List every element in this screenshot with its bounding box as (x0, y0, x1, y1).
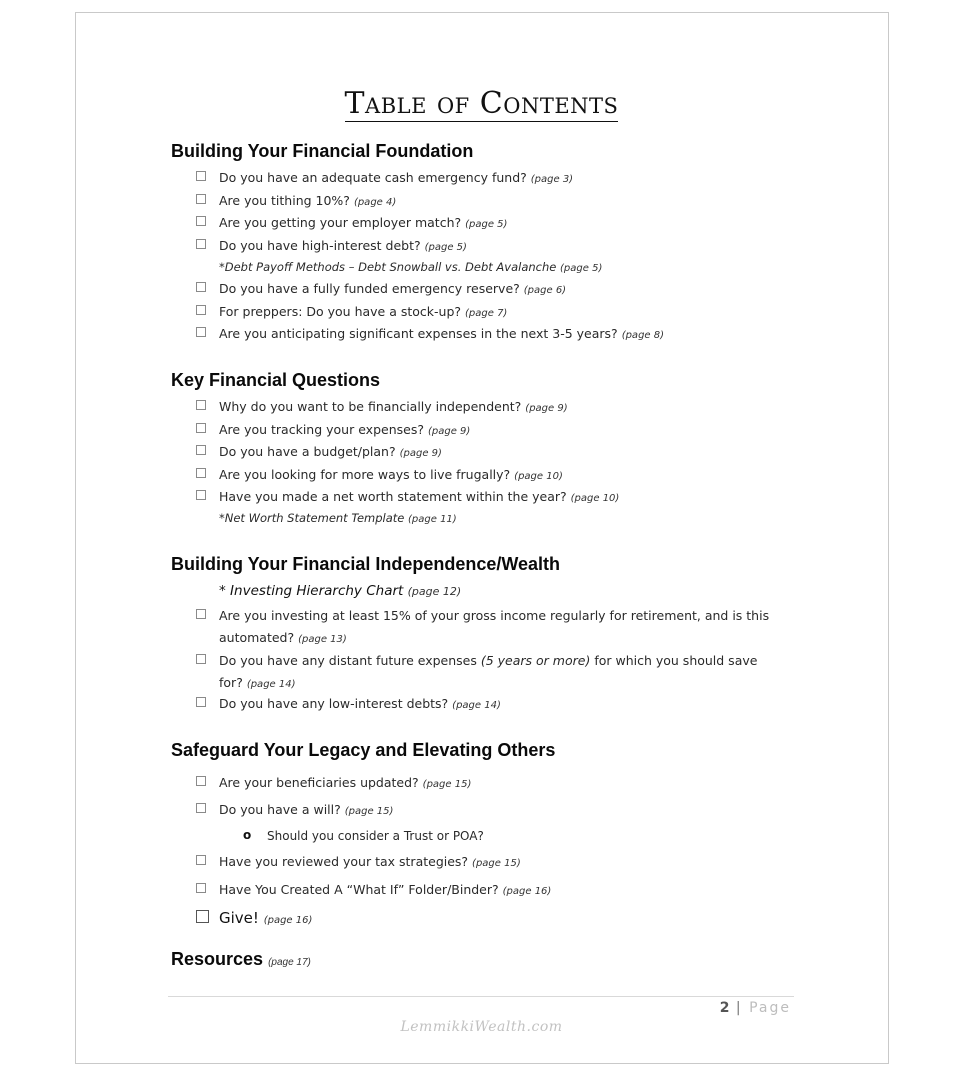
toc-subnote[interactable]: *Net Worth Statement Template (page 11) (219, 511, 457, 525)
toc-item[interactable]: Do you have any distant future expenses (5 years or more) for which you should save for? (page 14) (219, 653, 758, 690)
checkbox[interactable] (196, 327, 206, 337)
checkbox[interactable] (196, 468, 206, 478)
toc-item[interactable]: Do you have a will? (page 15) (219, 802, 394, 817)
toc-item[interactable]: Have You Created A “What If” Folder/Binder? (page 16) (219, 882, 552, 897)
checkbox[interactable] (196, 910, 209, 923)
toc-item[interactable]: Do you have any low-interest debts? (page 14) (219, 696, 501, 711)
section-heading-foundation: Building Your Financial Foundation (171, 141, 474, 161)
brand-footer: LemmikkiWealth.com (400, 1019, 563, 1035)
checkbox[interactable] (196, 282, 206, 292)
toc-subitem[interactable]: Should you consider a Trust or POA? (267, 829, 484, 843)
section-heading-key-questions: Key Financial Questions (171, 370, 381, 390)
toc-item[interactable]: Are you anticipating significant expenses in the next 3-5 years? (page 8) (219, 326, 665, 341)
checkbox[interactable] (196, 305, 206, 315)
toc-item[interactable]: Are your beneficiaries updated? (page 15) (219, 775, 472, 790)
toc-item[interactable]: Do you have an adequate cash emergency fund? (page 3) (219, 170, 574, 185)
checkbox[interactable] (196, 400, 206, 410)
section-heading-wealth: Building Your Financial Independence/Wealth (171, 554, 561, 574)
checkbox[interactable] (196, 216, 206, 226)
checkbox[interactable] (196, 803, 206, 813)
checkbox[interactable] (196, 609, 206, 619)
toc-subnote[interactable]: *Debt Payoff Methods – Debt Snowball vs. Debt Avalanche (page 5) (219, 260, 603, 274)
checkbox[interactable] (196, 239, 206, 249)
toc-item[interactable]: For preppers: Do you have a stock-up? (page 7) (219, 304, 508, 319)
checkbox[interactable] (196, 423, 206, 433)
toc-item[interactable]: Do you have a fully funded emergency reserve? (page 6) (219, 281, 567, 296)
toc-item[interactable]: Are you getting your employer match? (page 5) (219, 215, 508, 230)
toc-item[interactable]: Are you investing at least 15% of your gross income regularly for retirement, and is this automated? (page 13) (219, 608, 770, 645)
toc-item[interactable]: Why do you want to be financially independent? (page 9) (219, 399, 568, 414)
toc-item[interactable]: Are you tracking your expenses? (page 9) (219, 422, 471, 437)
checkbox[interactable] (196, 654, 206, 664)
toc-item[interactable]: Do you have high-interest debt? (page 5) (219, 238, 467, 253)
checkbox[interactable] (196, 445, 206, 455)
checkbox[interactable] (196, 697, 206, 707)
checkbox[interactable] (196, 171, 206, 181)
page-number: 2 | Page (719, 1000, 791, 1016)
checkbox[interactable] (196, 194, 206, 204)
section-heading-resources[interactable]: Resources (page 17) (171, 949, 311, 969)
toc-item[interactable]: Are you tithing 10%? (page 4) (219, 193, 397, 208)
toc-item[interactable]: Have you reviewed your tax strategies? (page 15) (219, 854, 521, 869)
checkbox[interactable] (196, 855, 206, 865)
section-heading-legacy: Safeguard Your Legacy and Elevating Others (171, 740, 556, 760)
hollow-bullet-icon: o (243, 828, 252, 842)
toc-chart-link[interactable]: * Investing Hierarchy Chart (page 12) (219, 583, 462, 599)
checkbox[interactable] (196, 490, 206, 500)
footer-divider (168, 996, 794, 997)
toc-item[interactable]: Are you looking for more ways to live frugally? (page 10) (219, 467, 563, 482)
toc-item[interactable]: Have you made a net worth statement within the year? (page 10) (219, 489, 620, 504)
checkbox[interactable] (196, 883, 206, 893)
checkbox[interactable] (196, 776, 206, 786)
toc-item[interactable]: Give! (page 16) (219, 909, 313, 927)
toc-item[interactable]: Do you have a budget/plan? (page 9) (219, 444, 442, 459)
page-title: Table of Contents (344, 86, 619, 121)
